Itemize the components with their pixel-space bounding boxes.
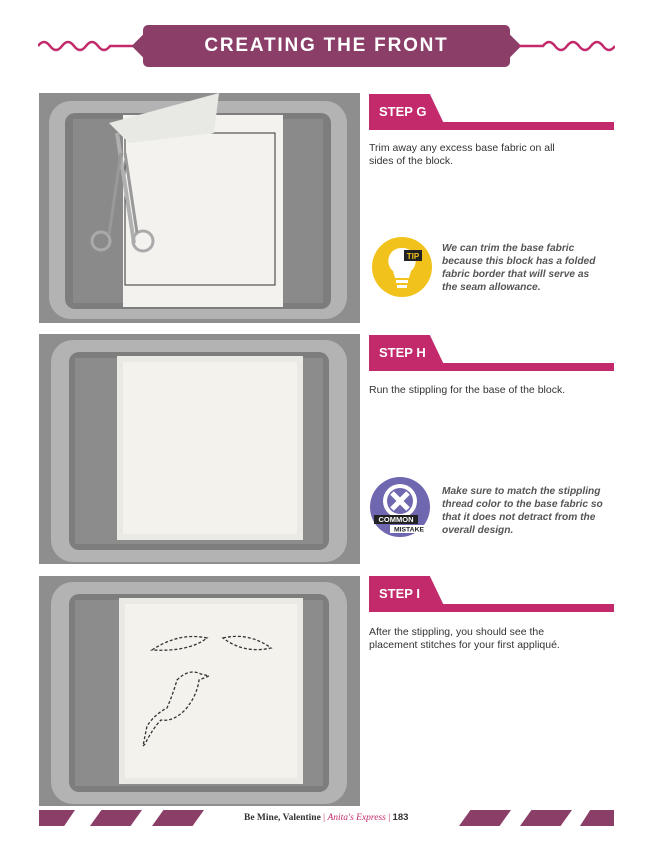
step-g-text: Trim away any excess base fabric on all sides of the block. [369,142,555,167]
footer-series: Anita's Express [327,813,386,823]
footer-line [244,812,408,823]
footer-stripe [520,810,572,826]
footer-separator: | [323,813,326,823]
mistake-badge-line2: MISTAKE [393,526,425,534]
footer-stripe [459,810,511,826]
footer-stripe [152,810,204,826]
footer-book-title: Be Mine, Valentine [244,813,321,823]
footer-stripe [39,810,75,826]
step-g-photo [39,93,360,323]
common-mistake-icon [369,476,431,538]
wave-ornament-left [38,36,134,52]
step-i-photo [39,576,360,806]
wave-ornament-right [519,36,615,52]
step-h-header [369,335,614,371]
step-h-photo [39,334,360,564]
mistake-badge-line1: COMMON [378,515,414,524]
tip-text: We can trim the base fabric because this block has a folded fabric border that will serve as the seam allowance. [442,243,596,293]
step-i-header [369,576,614,612]
footer-stripe [580,810,614,826]
page-number: 183 [392,812,409,823]
step-h-label: STEP H [379,345,426,360]
mistake-text: Make sure to match the stippling thread color to the base fabric so that it does not detract from the overall design. [442,486,603,536]
page-title-banner [143,25,510,67]
footer-stripe [90,810,142,826]
step-g-label: STEP G [379,104,427,119]
page-title: CREATING THE FRONT [204,35,449,56]
footer-separator: | [388,813,391,823]
step-i-text: After the stippling, you should see the placement stitches for your first appliqué. [369,626,560,651]
tip-lightbulb-icon [371,236,433,298]
step-i-label: STEP I [379,586,420,601]
tip-badge: TIP [406,252,420,261]
step-g-header [369,94,614,130]
step-h-text: Run the stippling for the base of the block. [369,384,566,396]
